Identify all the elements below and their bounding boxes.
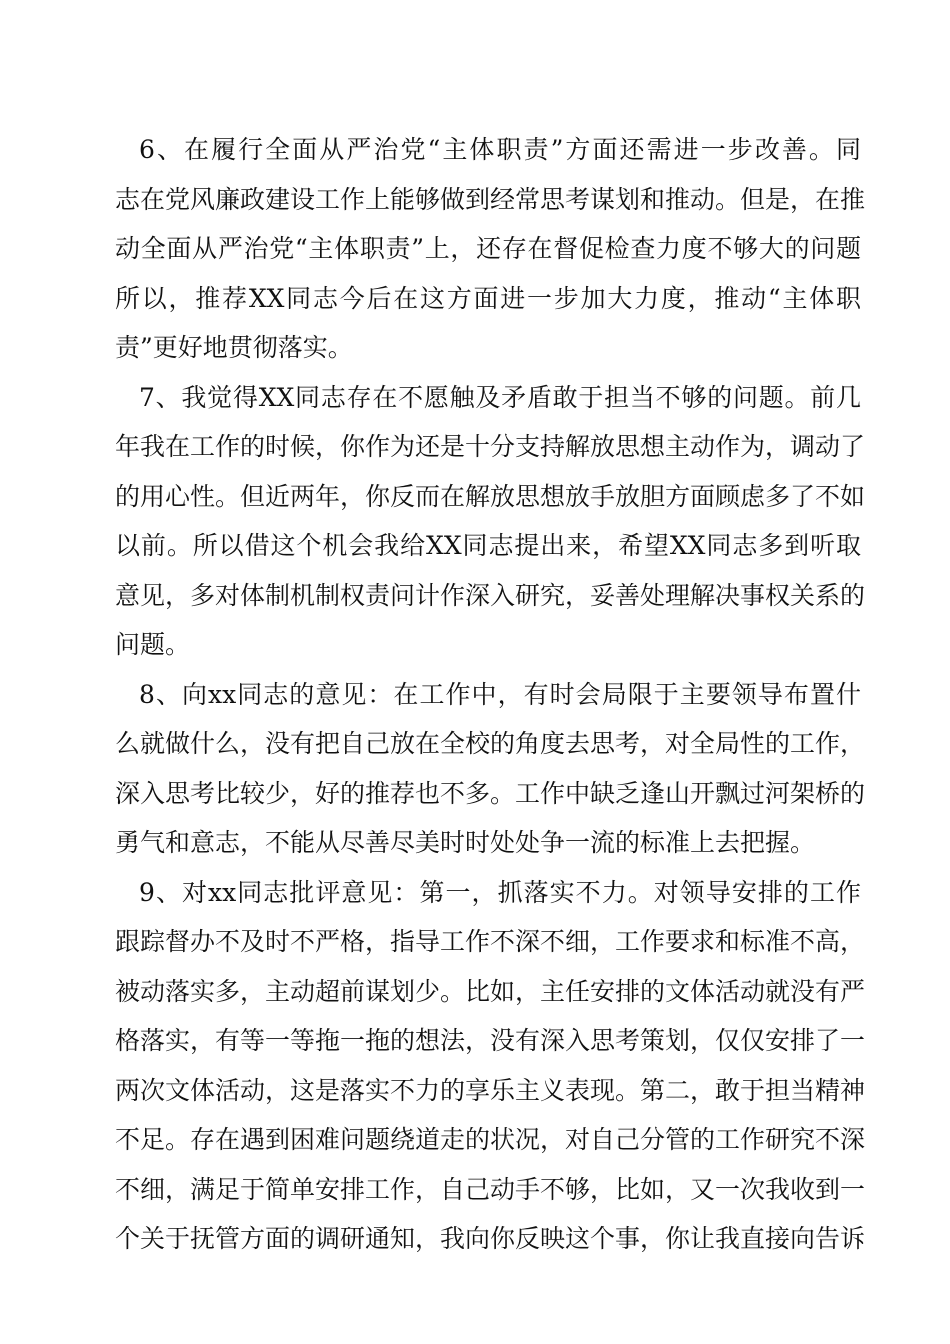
text-line: 意见，多对体制机制权责问计作深入研究，妥善处理解决事权关系的 (115, 580, 866, 610)
text-line: 以前。所以借这个机会我给XX同志提出来，希望XX同志多到听取 (115, 531, 861, 560)
text-line: 勇气和意志，不能从尽善尽美时时处处争一流的标准上去把握。 (115, 828, 816, 857)
text-line: 8、向xx同志的意见：在工作中，有时会局限于主要领导布置什 (139, 679, 861, 709)
text-line: 跟踪督办不及时不严格，指导工作不深不细，工作要求和标准不高， (115, 927, 866, 956)
text-line: 所以，推荐XX同志今后在这方面进一步加大力度，推动“主体职 (115, 283, 861, 313)
text-line: 不细，满足于简单安排工作，自己动手不够，比如，又一次我收到一 (115, 1174, 866, 1204)
paragraph-9 (115, 868, 866, 1264)
text-line: 被动落实多，主动超前谋划少。比如，主任安排的文体活动就没有严 (115, 976, 866, 1006)
text-line: 问题。 (115, 630, 191, 659)
paragraph-6 (115, 125, 866, 373)
text-line: 6、在履行全面从严治党“主体职责”方面还需进一步改善。同 (139, 135, 861, 164)
text-line: 格落实，有等一等拖一拖的想法，没有深入思考策划，仅仅安排了一 (115, 1026, 866, 1055)
text-line: 不足。存在遇到困难问题绕道走的状况，对自己分管的工作研究不深 (115, 1125, 866, 1154)
text-line: 深入思考比较少，好的推荐也不多。工作中缺乏逢山开飘过河架桥的 (115, 778, 866, 808)
text-line: 责”更好地贯彻落实。 (115, 333, 353, 362)
text-line: 9、对xx同志批评意见：第一，抓落实不力。对领导安排的工作 (139, 877, 861, 907)
text-line: 的用心性。但近两年，你反而在解放思想放手放胆方面顾虑多了不如 (115, 481, 866, 511)
paragraph-7 (115, 373, 866, 670)
document-page (115, 125, 866, 1264)
text-line: 年我在工作的时候，你作为还是十分支持解放思想主动作为，调动了 (115, 432, 866, 461)
text-line: 志在党风廉政建设工作上能够做到经常思考谋划和推动。但是，在推 (115, 184, 866, 214)
paragraph-8 (115, 670, 866, 868)
text-line: 动全面从严治党“主体职责”上，还存在督促检查力度不够大的问题 (115, 234, 861, 263)
text-line: 7、我觉得XX同志存在不愿触及矛盾敢于担当不够的问题。前几 (139, 382, 861, 412)
text-line: 两次文体活动，这是落实不力的享乐主义表现。第二，敢于担当精神 (115, 1075, 866, 1105)
text-line: 个关于抚管方面的调研通知，我向你反映这个事，你让我直接向告诉 (115, 1224, 866, 1253)
text-line: 么就做什么，没有把自己放在全校的角度去思考，对全局性的工作， (115, 729, 866, 758)
